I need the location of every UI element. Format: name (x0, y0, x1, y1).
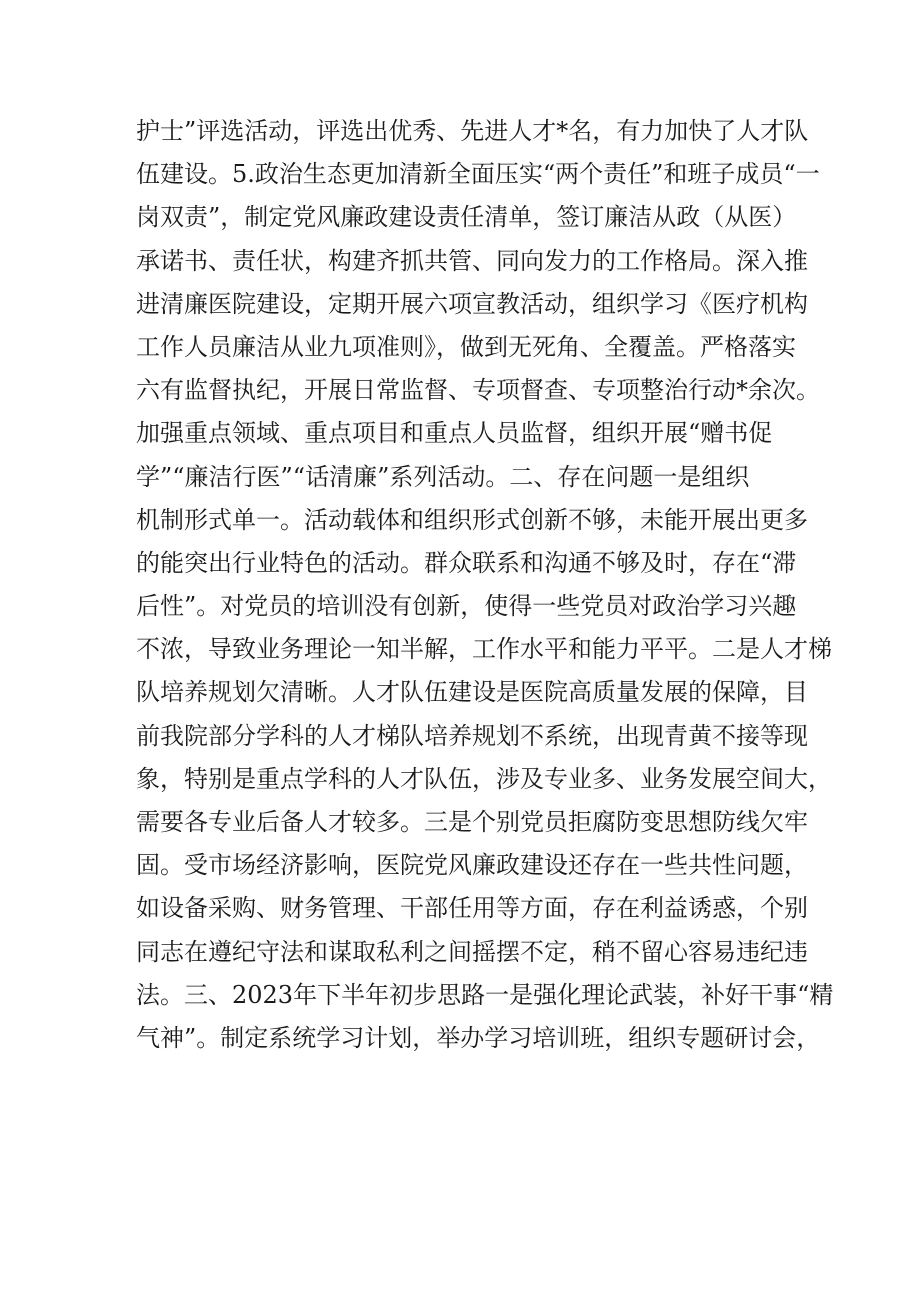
text-line: 工作人员廉洁从业九项准则》，做到无死角、全覆盖。严格落实 (136, 332, 796, 361)
text-line: 岗双责”，制定党风廉政建设责任清单，签订廉洁从政（从医） (136, 203, 797, 232)
text-line: 学”“廉洁行医”“话清廉”系列活动。二、存在问题一是组织 (136, 462, 750, 491)
text-line: 如设备采购、财务管理、干部任用等方面，存在利益诱惑，个别 (136, 894, 808, 923)
text-line: 六有监督执纪，开展日常监督、专项督查、专项整治行动*余次。 (136, 376, 820, 405)
text-line: 机制形式单一。活动载体和组织形式创新不够，未能开展出更多 (136, 505, 808, 534)
text-line: 后性”。对党员的培训没有创新，使得一些党员对政治学习兴趣 (136, 592, 797, 621)
text-line: 同志在遵纪守法和谋取私利之间摇摆不定，稍不留心容易违纪违 (136, 937, 808, 966)
text-line: 队培养规划欠清晰。人才队伍建设是医院高质量发展的保障，目 (136, 678, 808, 707)
text-line: 的能突出行业特色的活动。群众联系和沟通不够及时，存在“滞 (136, 548, 797, 577)
text-line: 承诺书、责任状，构建齐抓共管、同向发力的工作格局。深入推 (136, 246, 808, 275)
text-line: 气神”。制定系统学习计划，举办学习培训班，组织专题研讨会， (136, 1023, 821, 1052)
text-line: 固。受市场经济影响，医院党风廉政建设还存在一些共性问题， (136, 851, 808, 880)
text-line: 前我院部分学科的人才梯队培养规划不系统，出现青黄不接等现 (136, 721, 808, 750)
body-text (136, 110, 834, 1060)
text-line: 需要各专业后备人才较多。三是个别党员拒腐防变思想防线欠牢 (136, 808, 808, 836)
text-line: 法。三、2023年下半年初步思路一是强化理论武装，补好干事“精 (136, 980, 834, 1009)
text-line: 加强重点领域、重点项目和重点人员监督，组织开展“赠书促 (136, 419, 773, 448)
text-line: 进清廉医院建设，定期开展六项宣教活动，组织学习《医疗机构 (136, 289, 808, 318)
text-line: 伍建设。5.政治生态更加清新全面压实“两个责任”和班子成员“一 (136, 160, 820, 189)
text-line: 护士”评选活动，评选出优秀、先进人才*名，有力加快了人才队 (136, 117, 809, 145)
text-line: 象，特别是重点学科的人才队伍，涉及专业多、业务发展空间大， (136, 764, 832, 793)
text-line: 不浓，导致业务理论一知半解，工作水平和能力平平。二是人才梯 (136, 635, 832, 664)
